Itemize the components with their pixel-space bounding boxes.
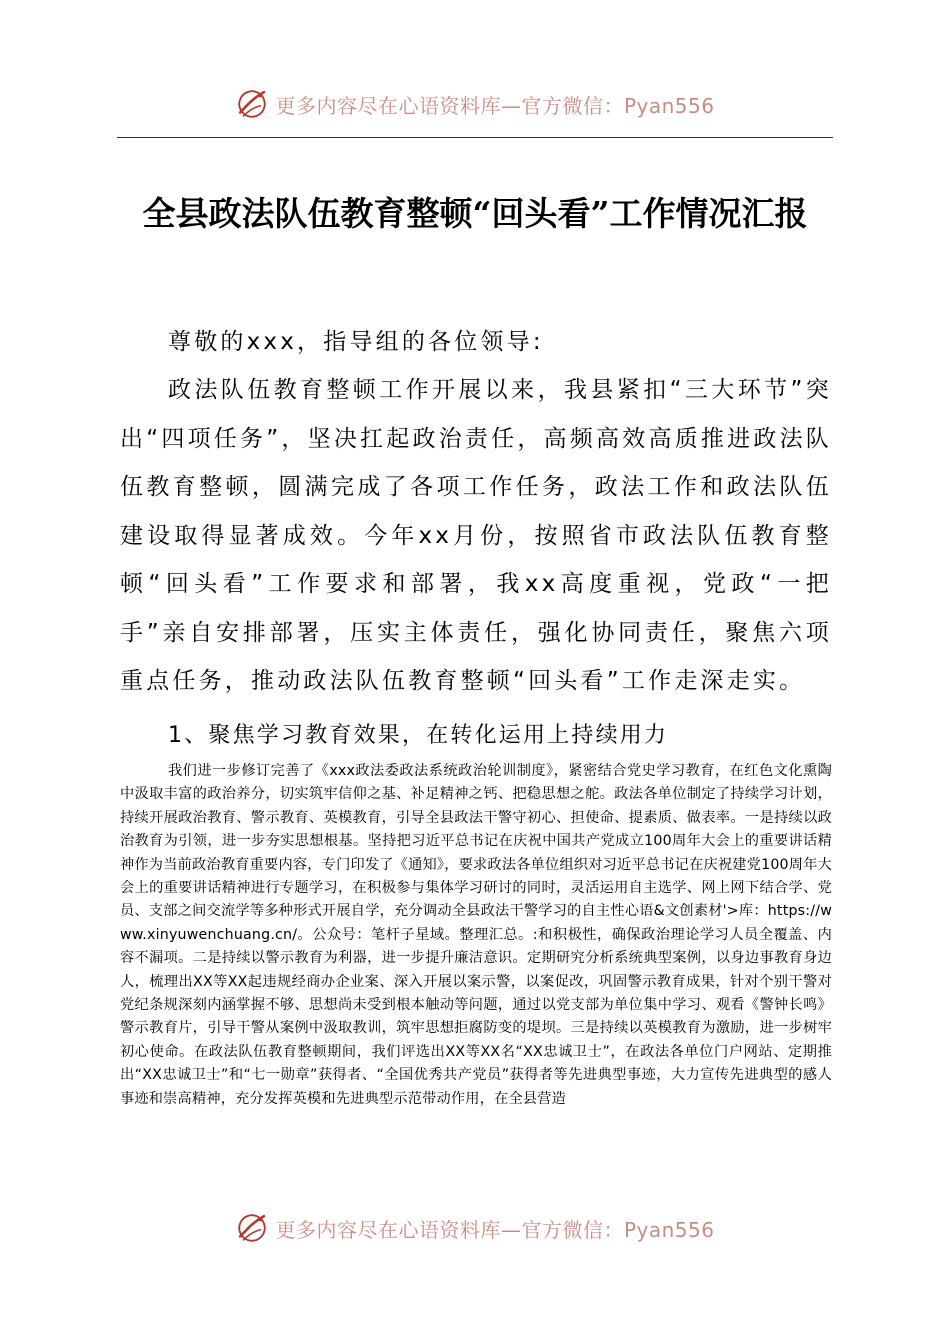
- header-banner-inner: [235, 87, 714, 121]
- section-1-heading: 1、聚焦学习教育效果，在转化运用上持续用力: [168, 723, 669, 748]
- intro-paragraph: 政法队伍教育整顿工作开展以来，我县紧扣“三大环节”突出“四项任务”，坚决扛起政治责任，高频高效高质推进政法队伍教育整顿，圆满完成了各项工作任务，政法工作和政法队伍建设取得显著成效。今年xx月份，按照省市政法队伍教育整顿“回头看”工作要求和部署，我xx高度重视，党政“一把手”亲自安排部署，压实主体责任，强化协同责任，聚焦六项重点任务，推动政法队伍教育整顿“回头看”工作走深走实。: [120, 377, 832, 694]
- header-banner: [0, 82, 950, 126]
- document-title: 全县政法队伍教育整顿“回头看”工作情况汇报: [142, 194, 808, 233]
- brush-signature-logo-icon: [235, 1211, 269, 1245]
- header-divider: [117, 137, 833, 138]
- footer-banner-inner: [235, 1211, 714, 1245]
- header-banner-text: 更多内容尽在心语资料库—官方微信：Pyan556: [275, 93, 715, 118]
- footer-banner-text: 更多内容尽在心语资料库—官方微信：Pyan556: [275, 1217, 715, 1242]
- brush-signature-logo-icon: [235, 87, 269, 121]
- footer-banner: [0, 1206, 950, 1250]
- salutation: 尊敬的xxx，指导组的各位领导:: [168, 329, 544, 355]
- section-1-body: 我们进一步修订完善了《xxx政法委政法系统政治轮训制度》，紧密结合党史学习教育，在红色文化熏陶中汲取丰富的政治养分，切实筑牢信仰之基、补足精神之钙、把稳思想之舵。政法各单位制定了持续学习计划，持续开展政治教育、警示教育、英模教育，引导全县政法干警守初心、担使命、提素质、做表率。一是持续以政治教育为引领，进一步夯实思想根基。坚持把习近平总书记在庆祝中国共产党成立100周年大会上的重要讲话精神作为当前政治教育重要内容，专门印发了《通知》，要求政法各单位组织对习近平总书记在庆祝建党100周年大会上的重要讲话精神进行专题学习，在积极参与集体学习研讨的同时，灵活运用自主选学、网上网下结合学、党员、支部之间交流学等多种形式开展自学，充分调动全县政法干警学习的自主性心语&文创素材'>库：https://www.xinyuwenchuang.cn/。公众号：笔杆子星域。整理汇总。:和积极性，确保政治理论学习人员全覆盖、内容不漏项。二是持续以警示教育为利器，进一步提升廉洁意识。定期研究分析系统典型案例，以身边事教育身边人，梳理出XX等XX起违规经商办企业案、深入开展以案示警，以案促改，巩固警示教育成果，针对个别干警对党纪条规深刻内涵掌握不够、思想尚未受到根本触动等问题，通过以党支部为单位集中学习、观看《警钟长鸣》警示教育片，引导干警从案例中汲取教训，筑牢思想拒腐防变的堤坝。三是持续以英模教育为激励，进一步树牢初心使命。在政法队伍教育整顿期间，我们评选出XX等XX名“XX忠诚卫士”，在政法各单位门户网站、定期推出“XX忠诚卫士”和“七一勋章”获得者、“全国优秀共产党员”获得者等先进典型事迹，大力宣传先进典型的感人事迹和崇高精神，充分发挥英模和先进典型示范带动作用，在全县营造: [120, 763, 832, 1107]
